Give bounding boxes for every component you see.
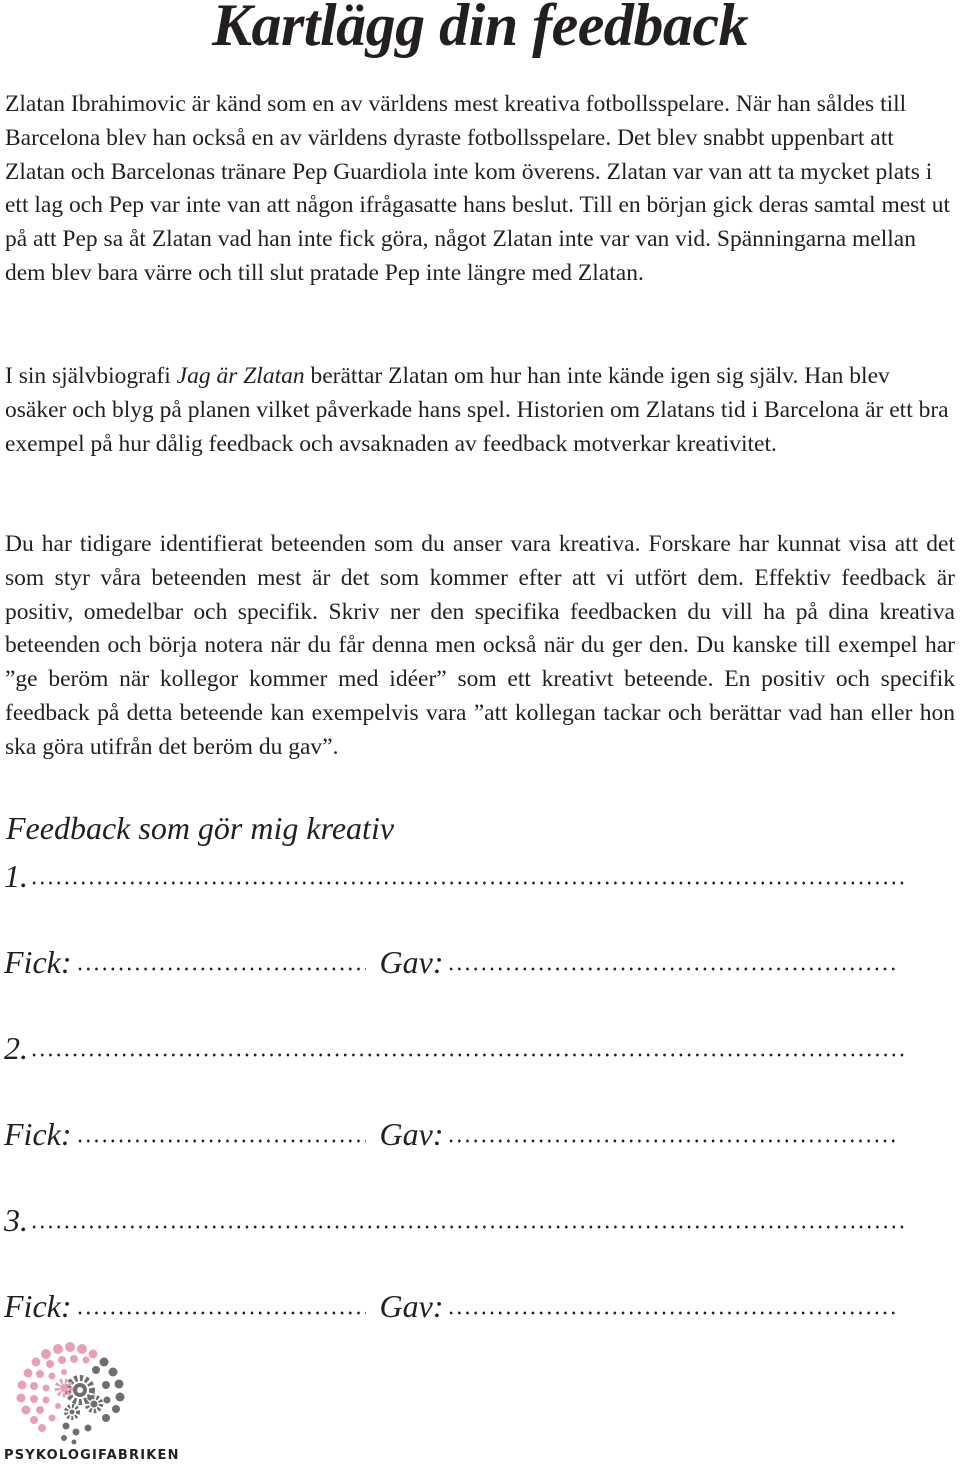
entry-1-got-field[interactable] [76,967,366,971]
entry-1-write-field[interactable] [30,881,908,885]
entry-2-feedback-line [4,1114,897,1154]
story-text-end: berättar Zlatan om hur han inte kände igen sig själv. Han blev osäker och blyg på planen vilket påverkade hans spel. Historien om Zlatans tid i Barcelona är ett bra exempel på hur dålig feedback och avsaknaden av feedback motverkar kreativitet. [5,363,949,457]
entry-2-got-field[interactable] [76,1139,366,1143]
book-title: Jag är Zlatan [176,363,305,389]
gave-label: Gav: [379,1116,444,1152]
logo-wordmark: PSYKOLOGIFABRIKEN [4,1448,180,1463]
entry-1-line [4,856,908,896]
entry-2-gave-field[interactable] [447,1139,897,1143]
entry-number: 2. [4,1030,28,1066]
entry-3-line [4,1200,908,1240]
entry-2-write-field[interactable] [30,1053,908,1057]
instruction-paragraph: Du har tidigare identifierat beteenden som du anser vara kreativa. Forskare har kunnat visa att det som styr våra beteenden mest är det som kommer efter att vi utfört dem. Effektiv feedback är positiv, omedelbar och specifik. Skriv ner den specifika feedbacken du vill ha på dina kreativa beteenden och börja notera när du får denna men också när du ger den. Du kanske till exempel har ”ge beröm när kollegor kommer med idéer” som ett kreativt beteende. En positiv och specifik feedback på detta beteende kan exempelvis vara ”att kollegan tackar och berättar vad han eller hon ska göra utifrån det beröm du gav”. [5,531,955,760]
gave-label: Gav: [379,944,444,980]
entry-1-feedback-line [4,942,897,982]
page-title: Kartlägg din feedback [211,0,749,58]
psykologifabriken-logo [0,1340,180,1467]
story-text-start: I sin självbiografi [5,363,177,389]
entry-3-write-field[interactable] [30,1225,908,1229]
gave-label: Gav: [379,1288,444,1324]
intro-paragraph: Zlatan Ibrahimovic är känd som en av världens mest kreativa fotbollsspelare. När han såldes till Barcelona blev han också en av världens dyraste fotbollsspelare. Det blev snabbt uppenbart att Zlatan och Barcelonas tränare Pep Guardiola inte kom överens. Zlatan var van att ta mycket plats i ett lag och Pep var inte van att någon ifrågasatte hans beslut. Till en början gick deras samtal mest ut på att Pep sa åt Zlatan vad han inte fick göra, något Zlatan inte var van vid. Spänningarna mellan dem blev bara värre och till slut pratade Pep inte längre med Zlatan. [5,91,950,286]
brain-gears-icon [6,1340,136,1445]
entry-number: 3. [4,1202,28,1238]
got-label: Fick: [4,1288,72,1324]
entry-number: 1. [4,858,28,894]
section-heading: Feedback som gör mig kreativ [6,810,395,846]
story-paragraph [5,360,955,461]
entry-3-gave-field[interactable] [447,1311,897,1315]
entry-3-got-field[interactable] [76,1311,366,1315]
entry-1-gave-field[interactable] [447,967,897,971]
entry-2-line [4,1028,908,1068]
entry-3-feedback-line [4,1286,897,1326]
got-label: Fick: [4,944,72,980]
got-label: Fick: [4,1116,72,1152]
